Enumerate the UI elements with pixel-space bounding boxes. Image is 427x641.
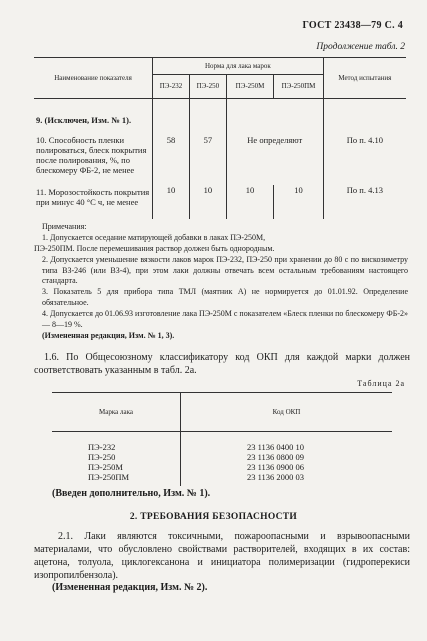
brand-header: ПЭ-250 xyxy=(189,74,226,98)
table-row xyxy=(52,472,392,486)
code-cell: 23 1136 0900 06 xyxy=(181,462,393,472)
col-code-header: Код ОКП xyxy=(181,393,393,432)
row-11-value: 10 xyxy=(189,185,226,219)
code-cell: 23 1136 0400 10 xyxy=(181,432,393,453)
note-1: 1. Допускается оседание матирующей добавки в лаках ПЭ-250М, xyxy=(42,233,266,242)
brand-cell: ПЭ-250ПМ xyxy=(88,472,130,482)
added-note: (Введен дополнительно, Изм. № 1). xyxy=(52,488,211,499)
note-4: 4. Допускается до 01.06.93 изготовление лака ПЭ-250М с показателем «Блеск пленки по блескомеру ФБ-2» — 8—19 %. xyxy=(42,309,408,329)
code-cell: 23 1136 0800 09 xyxy=(181,452,393,462)
brand-header: ПЭ-250М xyxy=(226,74,273,98)
note-1-continuation: ПЭ-250ПМ. После перемешивания раствор должен быть однородным. xyxy=(34,244,275,253)
brand-cell: ПЭ-232 xyxy=(88,442,116,452)
page-header: ГОСТ 23438—79 С. 4 xyxy=(302,20,403,31)
row-10-value: Не определяют xyxy=(226,135,323,185)
paragraph-1-6: 1.6. По Общесоюзному классификатору код ОКП для каждой марки должен соответствовать указанным в табл. 2а. xyxy=(34,352,410,376)
row-11-value: 10 xyxy=(153,185,190,219)
table-header-row xyxy=(52,393,392,432)
brand-cell: ПЭ-250М xyxy=(88,462,123,472)
brand-cell: ПЭ-250 xyxy=(88,452,116,462)
properties-table xyxy=(34,57,406,219)
table-row xyxy=(34,185,406,219)
note-3: 3. Показатель 5 для прибора типа ТМЛ (маятник А) не нормируется до 01.01.92. Определение обязательное. xyxy=(42,287,408,307)
row-11-method: По п. 4.13 xyxy=(323,185,406,219)
section-2-amendment: (Измененная редакция, Изм. № 2). xyxy=(52,582,208,593)
brand-header: ПЭ-232 xyxy=(153,74,190,98)
table-continuation-label: Продолжение табл. 2 xyxy=(316,42,405,52)
okp-table xyxy=(52,392,392,486)
table-row xyxy=(34,99,406,136)
row-10-value: 57 xyxy=(189,135,226,185)
row-10-label: 10. Способность пленки полироваться, блеск покрытия после полирования, %, по блескомеру ФБ-2, не менее xyxy=(36,135,147,175)
row-10-value: 58 xyxy=(153,135,190,185)
col-brand-header: Марка лака xyxy=(99,408,133,416)
row-11-value: 10 xyxy=(226,185,273,219)
note-2: 2. Допускается уменьшение вязкости лаков марок ПЭ-232, ПЭ-250 при хранении до 80 с по вискозиметру типа ВЗ-246 (или ВЗ-4), при этом лаки должны отвечать всем остальным требованиям настоящего стандарта. xyxy=(42,255,408,285)
table-row xyxy=(52,462,392,472)
table-row xyxy=(52,452,392,462)
table-row xyxy=(52,432,392,453)
row-11-label: 11. Морозостойкость покрытия при минус 40 °С ч, не менее xyxy=(36,187,150,207)
row-10-method: По п. 4.10 xyxy=(323,135,406,185)
group-header: Норма для лака марок xyxy=(153,58,324,75)
table-2a-caption: Таблица 2а xyxy=(357,379,405,388)
col-method-header: Метод испытания xyxy=(323,58,406,99)
paragraph-2-1: 2.1. Лаки являются токсичными, пожароопасными и взрывоопасными материалами, что обусловлено свойствами растворителей, входящих в их состав: ацетона, толуола, циклогексанона и инициатора полимеризации (гидроперекиси изопропилбензола). xyxy=(34,531,410,581)
col-indicator-header: Наименование показателя xyxy=(54,74,132,82)
row-9-label: 9. (Исключен, Изм. № 1). xyxy=(36,115,132,125)
table-row xyxy=(34,135,406,185)
section-2-title: 2. ТРЕБОВАНИЯ БЕЗОПАСНОСТИ xyxy=(129,512,298,522)
brand-header: ПЭ-250ПМ xyxy=(274,74,324,98)
notes-title: Примечания: xyxy=(42,222,87,231)
amendment-note: (Измененная редакция, Изм. № 1, 3). xyxy=(42,331,175,340)
row-11-value: 10 xyxy=(274,185,324,219)
table-header-row xyxy=(34,58,406,75)
code-cell: 23 1136 2000 03 xyxy=(181,472,393,486)
